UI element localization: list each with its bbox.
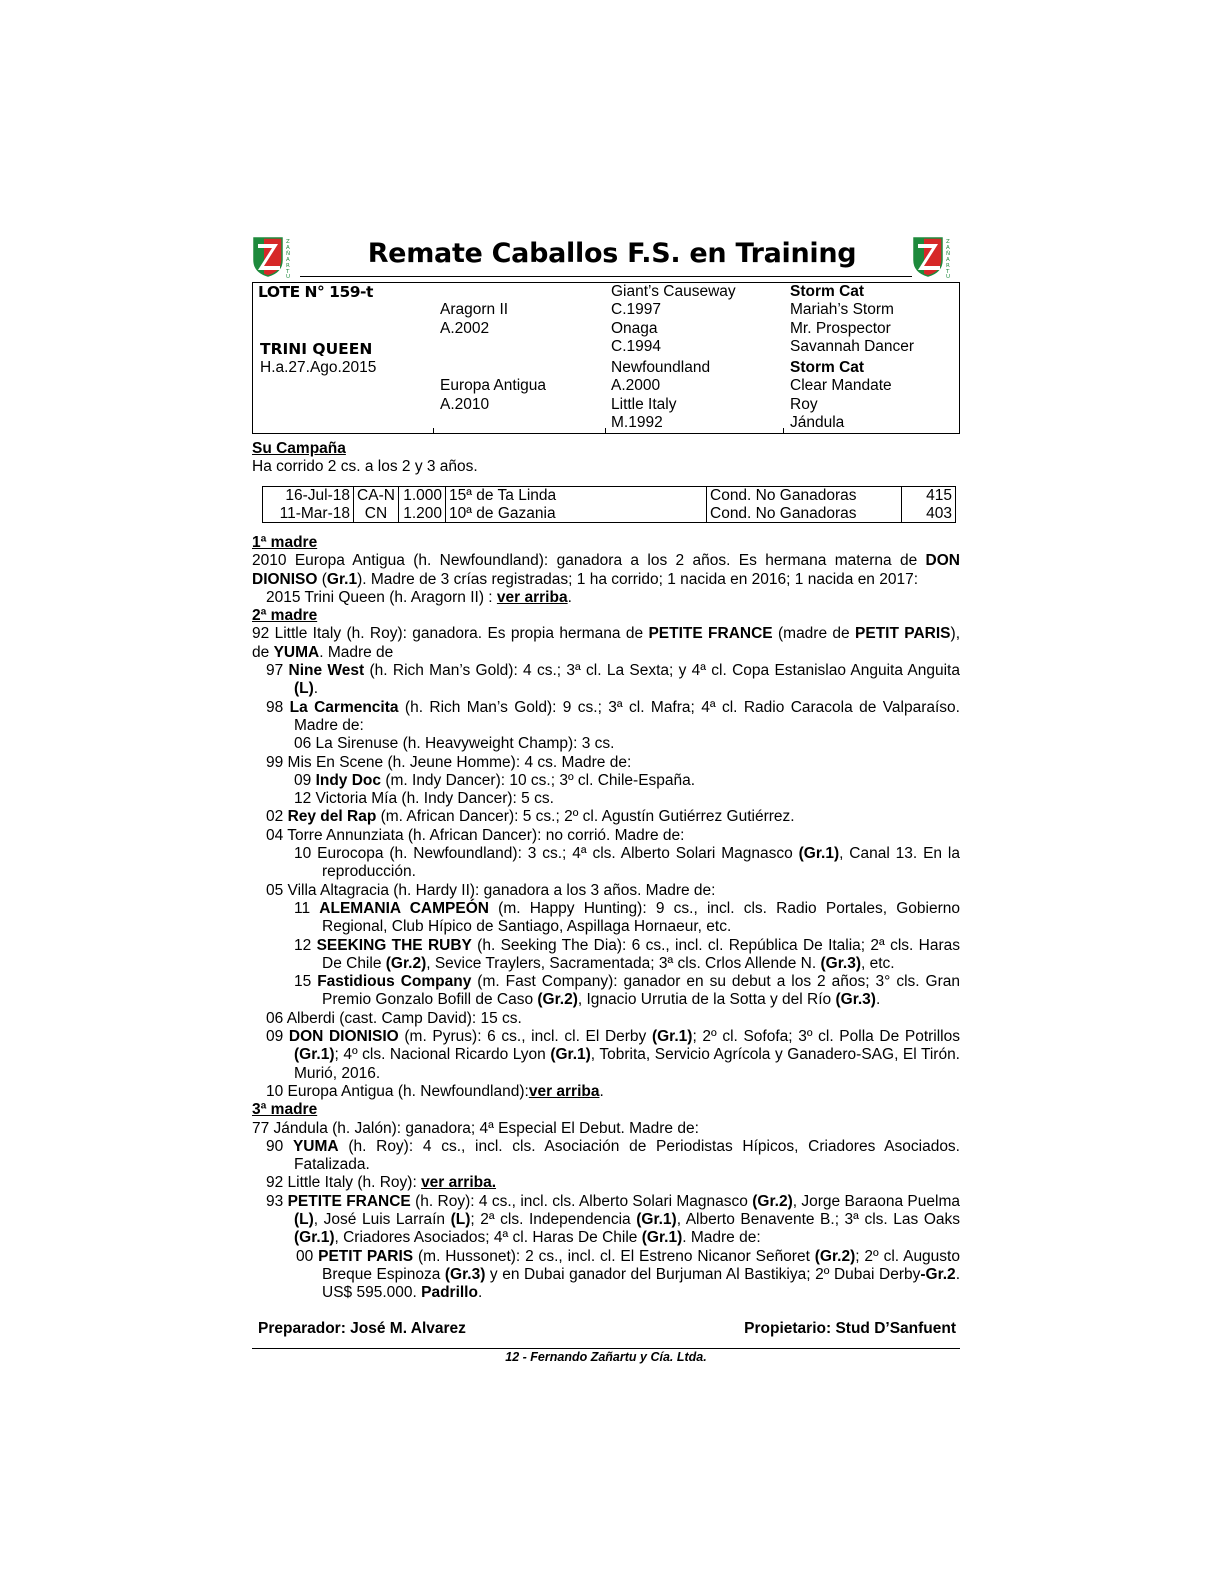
lot-number: LOTE N° 159-t [258,283,373,301]
gen3-1: Storm Cat [790,283,865,300]
svg-text:T: T [286,269,290,275]
list-item: 00 PETIT PARIS (m. Hussonet): 2 cs., incl. cl. El Estreno Nicanor Señoret (Gr.2); 2º cl. Augusto Breque Espinoza (Gr.3) y en Dubai ganador del Burjuman Al Bastikiya; 2º Dubai Derby-Gr.2. US$ 595.000. Padrillo. [296,1247,960,1302]
list-item: 93 PETITE FRANCE (h. Roy): 4 cs., incl. cls. Alberto Solari Magnasco (Gr.2), Jorge Baraona Puelma (L), José Luis Larraín (L); 2ª cls. Independencia (Gr.1), Alberto Benavente B.; 3ª cls. Las Oaks (Gr.1), Criadores Asociados; 4ª cl. Haras De Chile (Gr.1). Madre de: [266,1192,960,1247]
list-item: 10 Europa Antigua (h. Newfoundland):ver arriba. [266,1082,604,1100]
svg-text:Z: Z [286,239,290,245]
pedigree-notes [252,534,960,1302]
owner: Propietario: Stud D’Sanfuent [744,1320,956,1337]
dam-sire-desc: A.2000 [611,377,661,394]
pedigree-box [252,282,960,434]
trainer: Preparador: José M. Alvarez [258,1320,466,1337]
first-dam-title: 1ª madre [252,534,318,551]
sire-sire-desc: C.1997 [611,301,661,318]
second-dam-intro: 92 Little Italy (h. Roy): ganadora. Es propia hermana de PETITE FRANCE (madre de PETIT PARIS), de YUMA. Madre de [252,625,960,661]
svg-text:Z: Z [946,239,950,245]
dam-dam: Little Italy [611,396,677,413]
svg-text:T: T [946,269,950,275]
horse-desc: H.a.27.Ago.2015 [260,359,377,376]
see-above-link[interactable]: ver arriba. [421,1174,497,1192]
sire-sire: Giant’s Causeway [611,283,736,300]
table-row [263,487,956,505]
svg-text:Ñ: Ñ [946,251,951,257]
zanartu-logo-right [912,234,960,278]
gen3-2: Mariah’s Storm [790,301,894,318]
gen3-3: Mr. Prospector [790,320,891,337]
list-item: 09 DON DIONISIO (m. Pyrus): 6 cs., incl. cl. El Derby (Gr.1); 2º cl. Sofofa; 3º cl. Polla De Potrillos (Gr.1); 4º cls. Nacional Ricardo Lyon (Gr.1), Tobrita, Servicio Agrícola y Ganadero-SAG, El Tirón. Murió, 2016. [266,1028,960,1082]
third-dam-intro: 77 Jándula (h. Jalón): ganadora; 4ª Especial El Debut. Madre de: [252,1119,699,1137]
table-row [263,505,956,523]
race-date: 11-Mar-18 [279,504,350,522]
svg-text:A: A [946,245,950,251]
list-item: 15 Fastidious Company (m. Fast Company): ganador en su debut a los 2 años; 3° cls. Gran Premio Gonzalo Bofill de Caso (Gr.2), Ignacio Urrutia de la Sotta y del Río (Gr.3). [294,973,960,1009]
title-rule [300,276,912,277]
svg-text:R: R [946,263,950,269]
ped-tick [605,428,606,433]
list-item: 98 La Carmencita (h. Rich Man’s Gold): 9 cs.; 3ª cl. Mafra; 4ª cl. Radio Caracola de Valparaíso. Madre de: [266,698,960,734]
see-above-link[interactable]: ver arriba [496,588,568,606]
list-item: 06 La Sirenuse (h. Heavyweight Champ): 3 cs. [294,735,615,753]
dam-desc: A.2010 [440,396,490,413]
list-item: 97 Nine West (h. Rich Man’s Gold): 4 cs.; 3ª cl. La Sexta; y 4ª cl. Copa Estanislao Anguita Anguita (L). [266,662,960,698]
gen3-4: Savannah Dancer [790,338,915,355]
dam-name: Europa Antigua [440,377,547,394]
campaign-title: Su Campaña [252,440,346,457]
list-item: 05 Villa Altagracia (h. Hardy II): ganadora a los 3 años. Madre de: [266,881,716,899]
race-distance: 1.200 [399,505,446,523]
svg-text:A: A [286,245,290,251]
race-position: 10ª de Gazania [446,505,707,523]
race-table [262,486,956,523]
gen3-5: Storm Cat [790,359,865,376]
gen3-8: Jándula [790,414,845,431]
list-item: 10 Eurocopa (h. Newfoundland): 3 cs.; 4ª cls. Alberto Solari Magnasco (Gr.1), Canal 13. En la reproducción. [294,845,960,881]
first-dam-line-2: DIONISO (Gr.1). Madre de 3 crías registradas; 1 ha corrido; 1 nacida en 2016; 1 nacida en 2017: [252,570,919,588]
dam-sire: Newfoundland [611,359,711,376]
ped-tick [433,428,434,433]
sire-dam: Onaga [611,320,658,337]
list-item: 02 Rey del Rap (m. African Dancer): 5 cs.; 2º cl. Agustín Gutiérrez Gutiérrez. [266,808,795,826]
sire-desc: A.2002 [440,320,490,337]
list-item: 12 Victoria Mía (h. Indy Dancer): 5 cs. [294,790,554,808]
list-item: 04 Torre Annunziata (h. African Dancer): no corrió. Madre de: [266,826,685,844]
list-item: 11 ALEMANIA CAMPEÓN (m. Happy Hunting): 9 cs., incl. cls. Radio Portales, Gobierno Regional, Club Hípico de Santiago, Aspillaga Hornaeur, etc. [294,899,960,936]
dam-dam-desc: M.1992 [611,414,663,431]
footer-rule [252,1348,960,1349]
race-position: 15ª de Ta Linda [446,487,707,505]
list-item: 12 SEEKING THE RUBY (h. Seeking The Dia): 6 cs., incl. cl. República De Italia; 2ª cls. Haras De Chile (Gr.2), Sevice Traylers, Sacramentada; 3ª cls. Crlos Allende N. (Gr.3), etc. [294,936,960,972]
sire-dam-desc: C.1994 [611,338,661,355]
ped-tick [783,428,784,433]
page-title: Remate Caballos F.S. en Training [367,238,857,269]
race-number: 403 [902,505,956,523]
list-item: 90 YUMA (h. Roy): 4 cs., incl. cls. Asociación de Periodistas Hípicos, Criadores Asociados. Fatalizada. [266,1137,960,1174]
svg-text:A: A [286,257,290,263]
race-number: 415 [902,487,956,505]
svg-text:U: U [286,274,291,278]
svg-text:A: A [946,257,950,263]
list-item: 92 Little Italy (h. Roy): ver arriba. [266,1174,497,1192]
horse-name: TRINI QUEEN [260,340,373,358]
race-distance: 1.000 [399,487,446,505]
list-item: 06 Alberdi (cast. Camp David): 15 cs. [266,1009,522,1027]
sire-name: Aragorn II [440,301,509,318]
race-category: CA-N [354,487,399,505]
race-category: CN [354,505,399,523]
race-condition: Cond. No Ganadoras [707,487,902,505]
race-date: 16-Jul-18 [285,487,350,504]
list-item: 99 Mis En Scene (h. Jeune Homme): 4 cs. Madre de: [266,753,632,771]
race-condition: Cond. No Ganadoras [707,505,902,523]
svg-text:U: U [946,274,951,278]
page-footer: 12 - Fernando Zañartu y Cía. Ltda. [505,1350,707,1364]
third-dam-title: 3ª madre [252,1101,318,1119]
first-dam-line-1: 2010 Europa Antigua (h. Newfoundland): ganadora a los 2 años. Es hermana materna de DON [252,552,960,570]
svg-text:R: R [286,263,290,269]
see-above-link[interactable]: ver arriba [528,1082,600,1100]
gen3-7: Roy [790,396,818,413]
svg-text:Ñ: Ñ [286,251,291,257]
second-dam-title: 2ª madre [252,607,318,625]
list-item: 09 Indy Doc (m. Indy Dancer): 10 cs.; 3º cl. Chile-España. [294,771,696,789]
zanartu-logo-left [252,234,300,278]
campaign-section [252,440,960,476]
campaign-summary: Ha corrido 2 cs. a los 2 y 3 años. [252,458,478,476]
first-dam-foal: 2015 Trini Queen (h. Aragorn II) : ver arriba. [266,588,572,606]
gen3-6: Clear Mandate [790,377,892,394]
